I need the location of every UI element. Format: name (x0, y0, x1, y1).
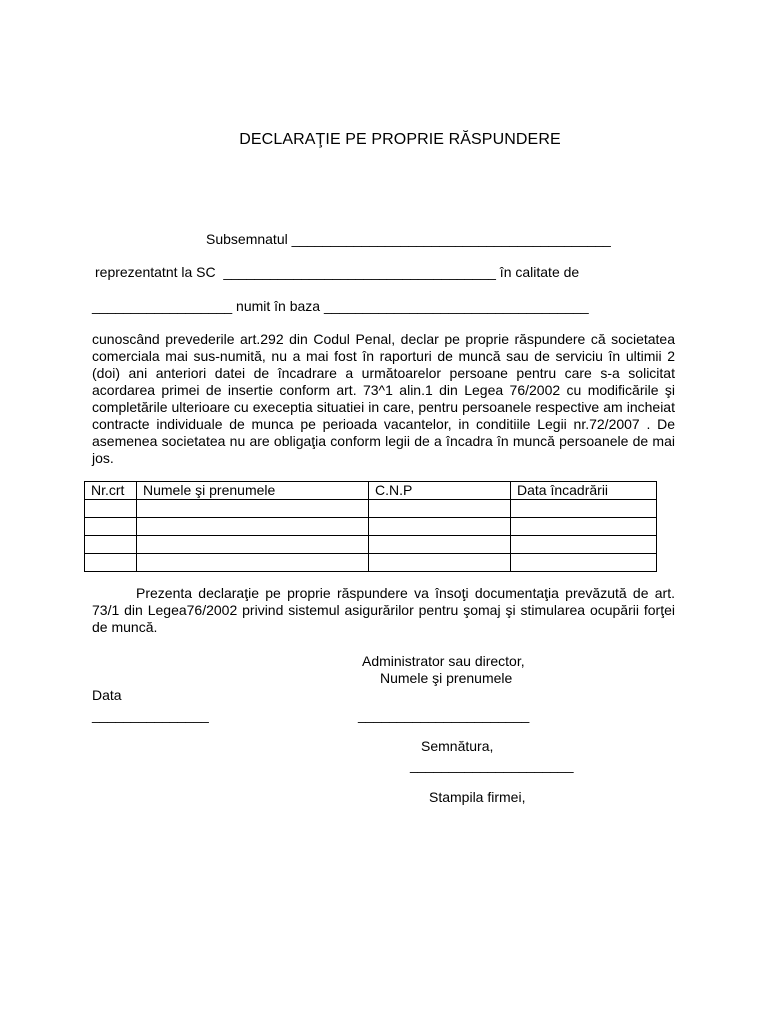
reprezentant-field: reprezentatnt la SC ___________________________________ în calitate de (95, 264, 580, 280)
table-row (85, 518, 657, 536)
admin-label: Administrator sau director, (362, 653, 525, 669)
stamp-label: Stampila firmei, (429, 789, 526, 805)
table-cell (369, 518, 511, 536)
table-cell (511, 536, 657, 554)
signature-label: Semnătura, (421, 738, 494, 754)
table-cell (137, 554, 369, 572)
header-data-incadrarii: Data încadrării (511, 482, 657, 500)
table-cell (137, 536, 369, 554)
table-row (85, 536, 657, 554)
table-cell (137, 518, 369, 536)
table-cell (85, 554, 137, 572)
table-row (85, 554, 657, 572)
table-cell (85, 518, 137, 536)
admin-name-label: Numele şi prenumele (380, 670, 513, 686)
table-cell (85, 536, 137, 554)
table-row (85, 500, 657, 518)
header-cnp: C.N.P (369, 482, 511, 500)
date-label: Data (92, 687, 122, 703)
header-nr-crt: Nr.crt (85, 482, 137, 500)
header-nume-prenume: Numele şi prenumele (137, 482, 369, 500)
table-header-row (85, 482, 657, 500)
closing-paragraph: Prezenta declaraţie pe proprie răspundere va însoţi documentaţia prevăzută de art. 73/1 din Legea76/2002 privind sistemul asigurărilor pentru şomaj şi stimularea ocupării forţei de muncă. (92, 585, 675, 635)
table-cell (85, 500, 137, 518)
table-cell (511, 554, 657, 572)
document-title: DECLARAŢIE PE PROPRIE RĂSPUNDERE (239, 131, 561, 148)
numit-field: __________________ numit în baza __________________________________ (92, 298, 589, 314)
declaration-paragraph: cunoscând prevederile art.292 din Codul Penal, declar pe proprie răspundere că societatea comerciala mai sus-numită, nu a mai fost în raporturi de muncă sau de serviciu în ultimii 2 (doi) ani anteriori datei de încadrare a următoarelor persoane pentru care s-a solicitat acordarea primei de insertie conform art. 73^1 alin.1 din Legea 76/2002 cu modificările şi completările ulterioare cu execeptia situatiei in care, pentru persoanele respective am incheiat contracte individuale de munca pe perioada vacantelor, in conditiile Legii nr.72/2007 . De asemenea societatea nu are obligaţia conform legii de a încadra în muncă persoanele de mai jos. (92, 331, 675, 466)
table-cell (369, 500, 511, 518)
signature-blank-line: _____________________ (410, 757, 574, 773)
table-cell (137, 500, 369, 518)
date-blank-line: _______________ (92, 707, 209, 723)
subsemnatul-field: Subsemnatul _________________________________________ (206, 231, 611, 247)
table-cell (511, 500, 657, 518)
persons-table (84, 481, 657, 572)
name-blank-line: ______________________ (358, 707, 530, 723)
table-cell (369, 554, 511, 572)
table-cell (511, 518, 657, 536)
table-cell (369, 536, 511, 554)
